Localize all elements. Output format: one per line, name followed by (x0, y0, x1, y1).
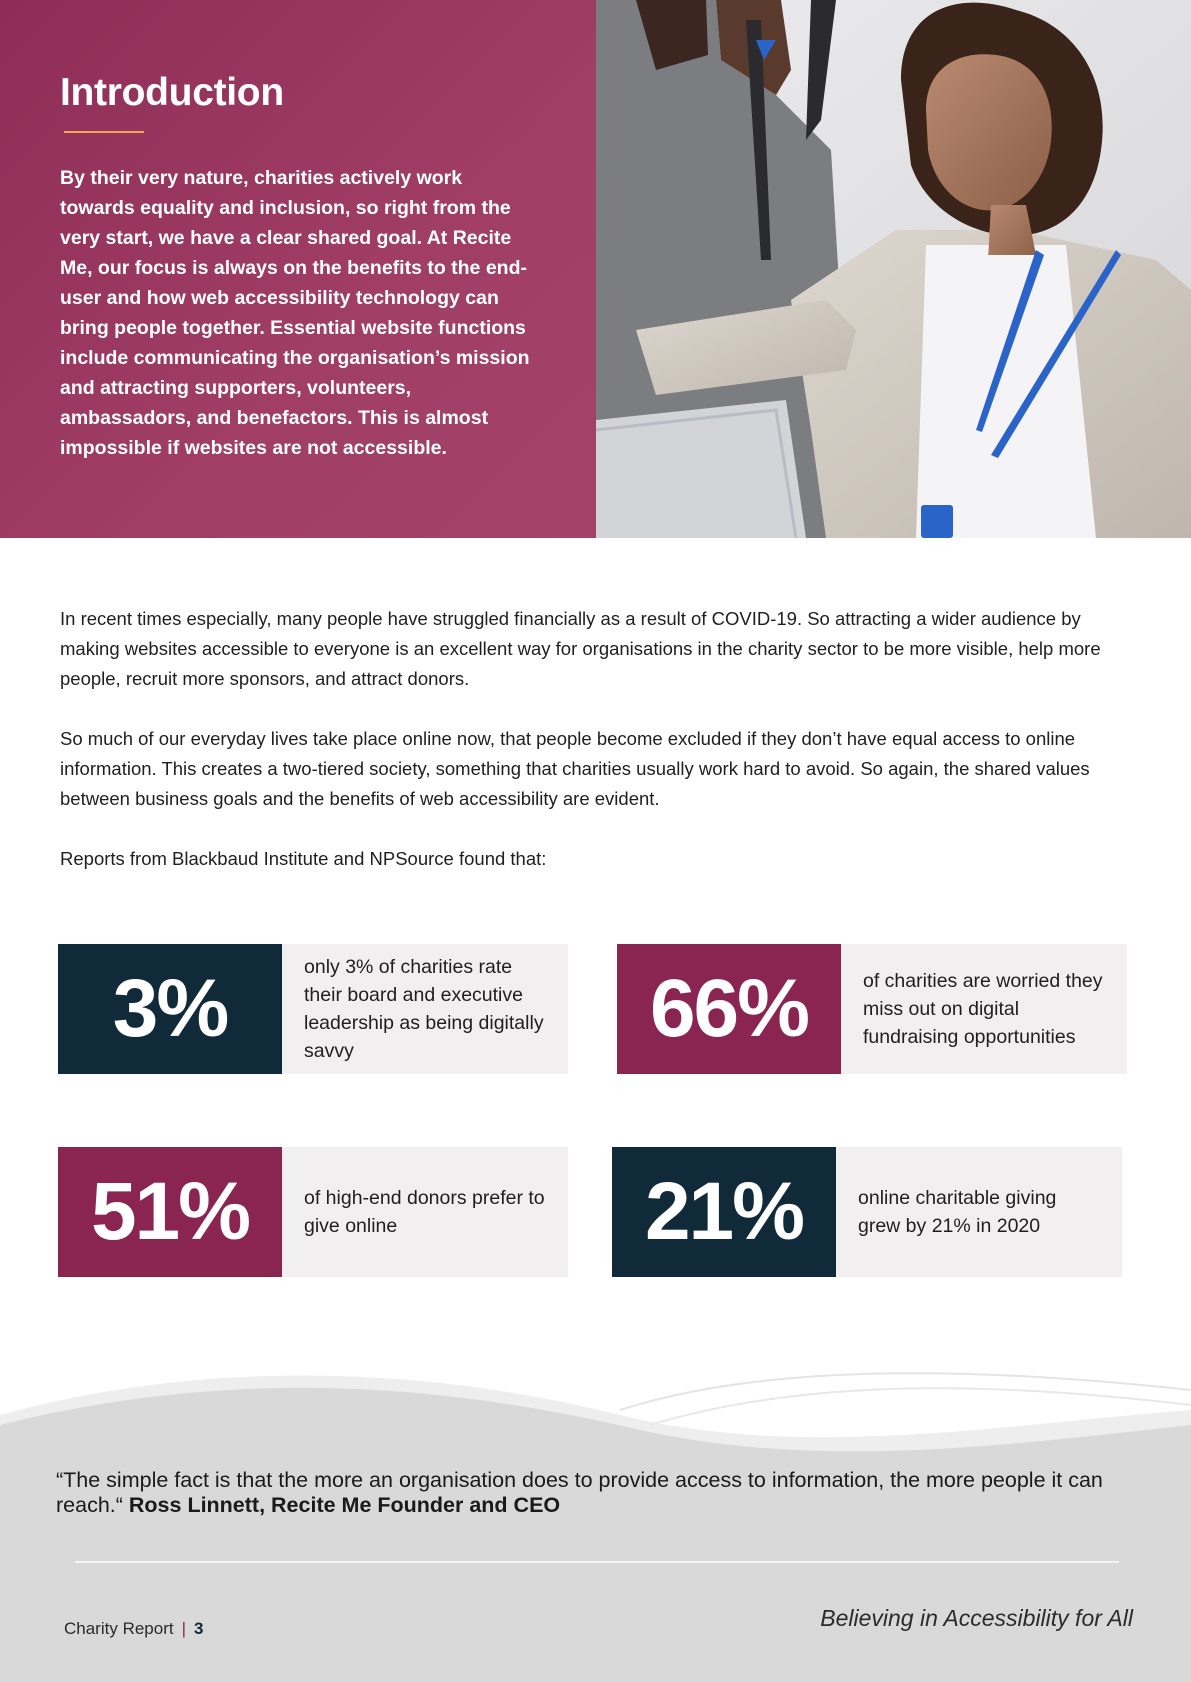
stat-description: online charitable giving grew by 21% in 2020 (836, 1147, 1122, 1277)
report-name: Charity Report (64, 1619, 174, 1638)
stat-card (58, 944, 568, 1074)
page-number: 3 (194, 1619, 204, 1638)
intro-title-underline (64, 131, 144, 133)
footer-tagline: Believing in Accessibility for All (820, 1605, 1133, 1631)
stat-value: 51% (58, 1147, 282, 1277)
footer-divider (75, 1561, 1119, 1563)
footer-separator: | (181, 1619, 187, 1638)
body-text (60, 604, 1135, 904)
body-paragraph: In recent times especially, many people have struggled financially as a result of COVID-19. So attracting a wider audience by making websites accessible to everyone is an excellent way for organisations in the charity sector to be more visible, help more people, recruit more sponsors, and attract donors. (60, 608, 1101, 689)
body-paragraph: Reports from Blackbaud Institute and NPSource found that: (60, 848, 547, 869)
body-paragraph: So much of our everyday lives take place online now, that people become excluded if they don’t have equal access to online information. This creates a two-tiered society, something that charities usually work hard to avoid. So again, the shared values between business goals and the benefits of web accessibility are evident. (60, 728, 1090, 809)
ceo-quote (56, 1468, 1146, 1518)
stat-value: 21% (612, 1147, 836, 1277)
intro-panel (0, 0, 596, 538)
stat-value: 66% (617, 944, 841, 1074)
stat-card (612, 1147, 1122, 1277)
footer-report-label (64, 1619, 204, 1639)
stat-card (617, 944, 1127, 1074)
quote-attribution: Ross Linnett, Recite Me Founder and CEO (128, 1493, 561, 1517)
stat-description: of charities are worried they miss out on digital fundraising opportunities (841, 944, 1127, 1074)
stat-description: only 3% of charities rate their board and executive leadership as being digitally savvy (282, 944, 568, 1074)
quote-text: “The simple fact is that the more an organisation does to provide access to information, the more people it can reach.“ (56, 1468, 1103, 1517)
stat-description: of high-end donors prefer to give online (282, 1147, 568, 1277)
intro-text: By their very nature, charities actively work towards equality and inclusion, so right from the very start, we have a clear shared goal. At Recite Me, our focus is always on the benefits to the end-user and how web accessibility technology can bring people together. Essential website functions include communicating the organisation’s mission and attracting supporters, volunteers, ambassadors, and benefactors. This is almost impossible if websites are not accessible. (60, 166, 530, 459)
stat-value: 3% (58, 944, 282, 1074)
intro-title: Introduction (60, 71, 284, 114)
volunteers-photo (596, 0, 1191, 538)
stat-card (58, 1147, 568, 1277)
